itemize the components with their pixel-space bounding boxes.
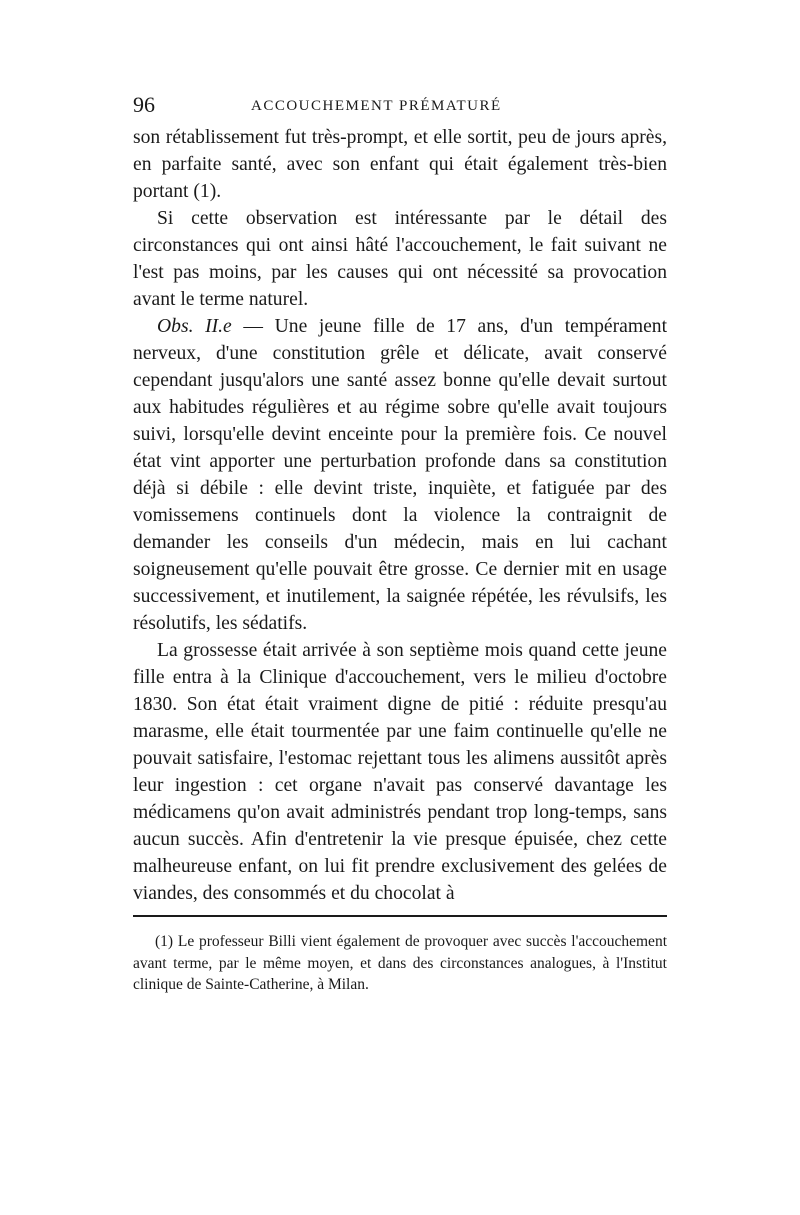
observation-text: — Une jeune fille de 17 ans, d'un tempérament nerveux, d'une constitution grêle et délicate, avait conservé cependant jusqu'alors une santé assez bonne qu'elle devait surtout aux habitudes régulières et au régime sobre qu'elle avait toujours suivi, lorsqu'elle devint enceinte pour la première fois. Ce nouvel état vint apporter une perturbation profonde dans sa constitution déjà si débile : elle devint triste, inquiète, et fatiguée par des vomissemens continuels dont la violence la contraignit de demander les conseils d'un médecin, mais en lui cachant soigneusement qu'elle pouvait être grosse. Ce dernier mit en usage successivement, et inutilement, la saignée répétée, les révulsifs, les résolutifs, les sédatifs. bbox=[133, 316, 668, 634]
footnote: (1) Le professeur Billi vient également de provoquer avec succès l'accouchement avant terme, par le même moyen, et dans des circonstances analogues, à l'Institut clinique de Sainte-Catherine, à Milan. bbox=[133, 933, 667, 993]
observation-label: Obs. II.e bbox=[157, 316, 232, 337]
main-text bbox=[133, 124, 667, 907]
paragraph: Si cette observation est intéressante par le détail des circonstances qui ont ainsi hâté l'accouchement, le fait suivant ne l'est pas moins, par les causes qui ont nécessité sa provocation avant le terme naturel. bbox=[133, 208, 667, 310]
page-header bbox=[133, 92, 667, 122]
book-page bbox=[133, 92, 667, 1011]
page-number: 96 bbox=[133, 92, 155, 117]
paragraph-observation bbox=[133, 313, 667, 637]
paragraph-continuation: son rétablissement fut très-prompt, et elle sortit, peu de jours après, en parfaite santé, avec son enfant qui était également très-bien portant (1). bbox=[133, 127, 667, 202]
paragraph: La grossesse était arrivée à son septième mois quand cette jeune fille entra à la Clinique d'accouchement, vers le milieu d'octobre 1830. Son état était vraiment digne de pitié : réduite presqu'au marasme, elle était tourmentée par une faim continuelle qu'elle ne pouvait satisfaire, l'estomac rejettant tous les alimens aussitôt après leur ingestion : cet organe n'avait pas conservé davantage les médicamens qu'on avait administrés pendant trop long-temps, sans aucun succès. Afin d'entretenir la vie presque épuisée, chez cette malheureuse enfant, on lui fit prendre exclusivement des gelées de viandes, des consommés et du chocolat à bbox=[133, 640, 667, 904]
footnote-rule bbox=[133, 915, 667, 917]
running-title: ACCOUCHEMENT PRÉMATURÉ bbox=[251, 98, 502, 114]
